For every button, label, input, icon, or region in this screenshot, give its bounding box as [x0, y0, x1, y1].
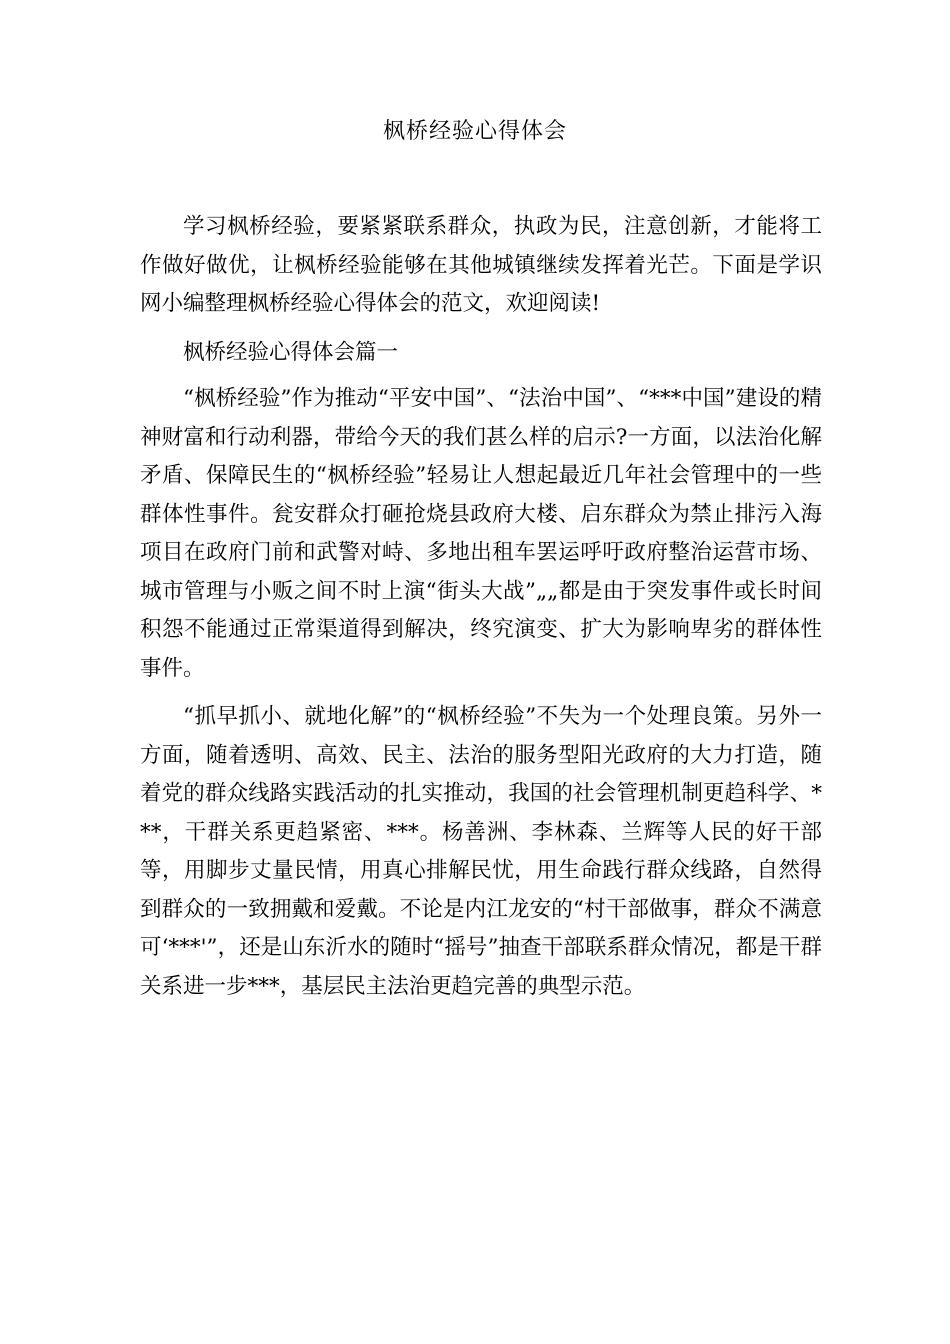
body-paragraph-1: “枫桥经验”作为推动“平安中国”、“法治中国”、“***中国”建设的精神财富和行动利器，带给今天的我们甚么样的启示?一方面，以法治化解矛盾、保障民生的“枫桥经验”轻易让人想起最近几年社会管理中的一些群体性事件。瓮安群众打砸抢烧县政府大楼、启东群众为禁止排污入海项目在政府门前和武警对峙、多地出租车罢运呼吁政府整治运营市场、城市管理与小贩之间不时上演“街头大战”„„都是由于突发事件或长时间积怨不能通过正常渠道得到解决，终究演变、扩大为影响卑劣的群体性事件。	[140, 386, 822, 681]
section-heading: 枫桥经验心得体会篇一	[183, 339, 399, 365]
document-body	[140, 208, 822, 1016]
body-paragraph-2: “抓早抓小、就地化解”的“枫桥经验”不失为一个处理良策。另外一方面，随着透明、高效、民主、法治的服务型阳光政府的大力打造，随着党的群众线路实践活动的扎实推动，我国的社会管理机制更趋科学、***，干群关系更趋紧密、***。杨善洲、李林森、兰辉等人民的好干部等，用脚步丈量民情，用真心排解民忧，用生命践行群众线路，自然得到群众的一致拥戴和爱戴。不论是内江龙安的“村干部做事，群众不满意可‘***'”，还是山东沂水的随时“摇号”抽查干部联系群众情况，都是干群关系进一步***，基层民主法治更趋完善的典型示范。	[140, 704, 822, 999]
intro-paragraph: 学习枫桥经验，要紧紧联系群众，执政为民，注意创新，才能将工作做好做优，让枫桥经验能够在其他城镇继续发挥着光芒。下面是学识网小编整理枫桥经验心得体会的范文，欢迎阅读!	[140, 214, 822, 316]
document-title: 枫桥经验心得体会	[382, 119, 567, 144]
